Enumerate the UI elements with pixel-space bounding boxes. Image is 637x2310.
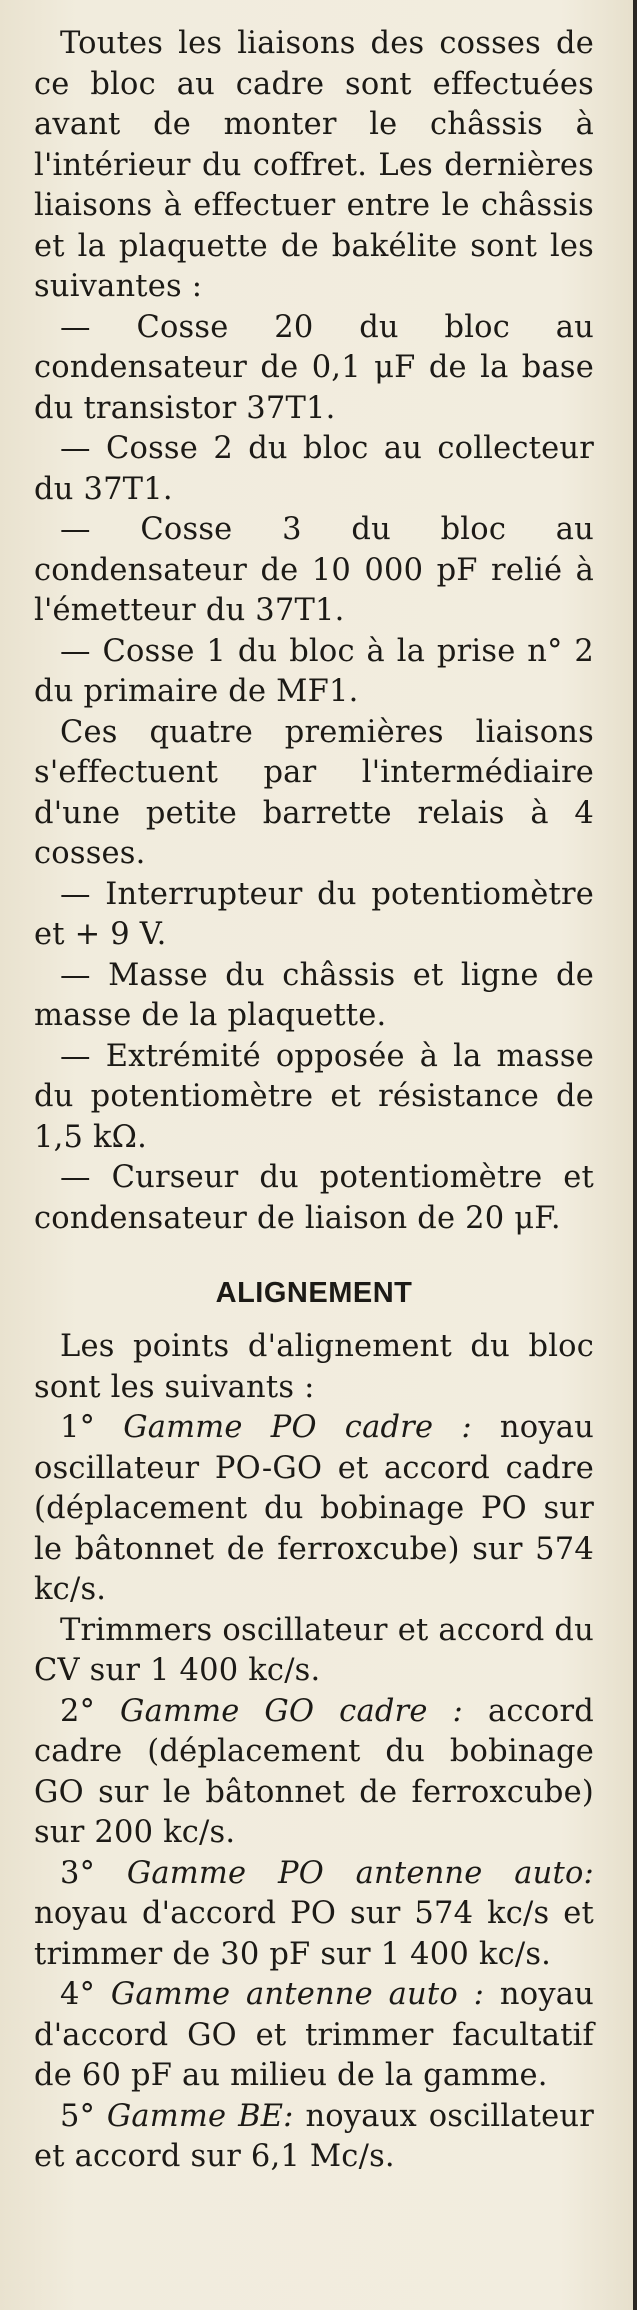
step-text: noyaux oscillateur et accord sur 6,1 Mc/s. [34,2098,594,2174]
list-item-cosse-20: — Cosse 20 du bloc au condensateur de 0,1 μF de la base du transistor 37T1. [34,309,594,426]
step-title: Gamme BE: [106,2098,294,2134]
alignment-step-3 [34,1854,594,1976]
step-text: accord cadre (déplacement du bobinage GO sur le bâtonnet de ferroxcube) sur 200 kc/s. [34,1693,594,1850]
step-number: 3° [60,1855,96,1891]
relay-strip-paragraph: Ces quatre premières liaisons s'effectuent par l'intermédiaire d'une petite barrette relais à 4 cosses. [34,714,594,871]
section-heading: ALIGNEMENT [215,1277,413,1309]
step-text: Trimmers oscillateur et accord du CV sur 1 400 kc/s. [34,1612,594,1688]
step-number: 2° [60,1693,96,1729]
step-text: noyau d'accord GO et trimmer facultatif de 60 pF au milieu de la gamme. [34,1977,594,2093]
article-column [34,24,594,2178]
step-number: 4° [60,1977,96,2012]
list-item-masse: — Masse du châssis et ligne de masse de la plaquette. [34,957,594,1033]
list-item-cosse-2: — Cosse 2 du bloc au collecteur du 37T1. [34,431,594,507]
step-title: Gamme GO cadre : [120,1693,464,1729]
list-item-interrupteur: — Interrupteur du potentiomètre et + 9 V. [34,876,594,952]
alignment-step-trimmers [34,1611,594,1692]
list-item-curseur: — Curseur du potentiomètre et condensateur de liaison de 20 μF. [34,1160,594,1236]
step-number: 5° [60,2098,96,2134]
alignment-step-1 [34,1408,594,1611]
step-title: Gamme PO cadre : [123,1410,472,1445]
step-text: noyau oscillateur PO-GO et accord cadre (déplacement du bobinage PO sur le bâtonnet de ferroxcube) sur 574 kc/s. [34,1410,594,1607]
alignment-step-5 [34,2097,594,2178]
list-item-cosse-1: — Cosse 1 du bloc à la prise n° 2 du primaire de MF1. [34,633,594,709]
step-number: 1° [60,1410,96,1445]
step-title: Gamme antenne auto : [110,1977,485,2012]
alignment-step-2 [34,1692,594,1854]
list-item-extremite: — Extrémité opposée à la masse du potentiomètre et résistance de 1,5 kΩ. [34,1038,594,1155]
step-title: Gamme PO antenne auto: [126,1855,594,1891]
page-edge-shadow [633,0,637,2310]
list-item-cosse-3: — Cosse 3 du bloc au condensateur de 10 000 pF relié à l'émetteur du 37T1. [34,512,594,628]
alignment-lead: Les points d'alignement du bloc sont les suivants : [34,1329,594,1405]
step-text: noyau d'accord PO sur 574 kc/s et trimmer de 30 pF sur 1 400 kc/s. [34,1896,594,1972]
alignment-step-4 [34,1975,594,2097]
intro-paragraph: Toutes les liaisons des cosses de ce bloc au cadre sont effectuées avant de monter le châssis à l'intérieur du coffret. Les dernières liaisons à effectuer entre le châssis et la plaquette de bakélite sont les suivantes : [34,26,594,304]
